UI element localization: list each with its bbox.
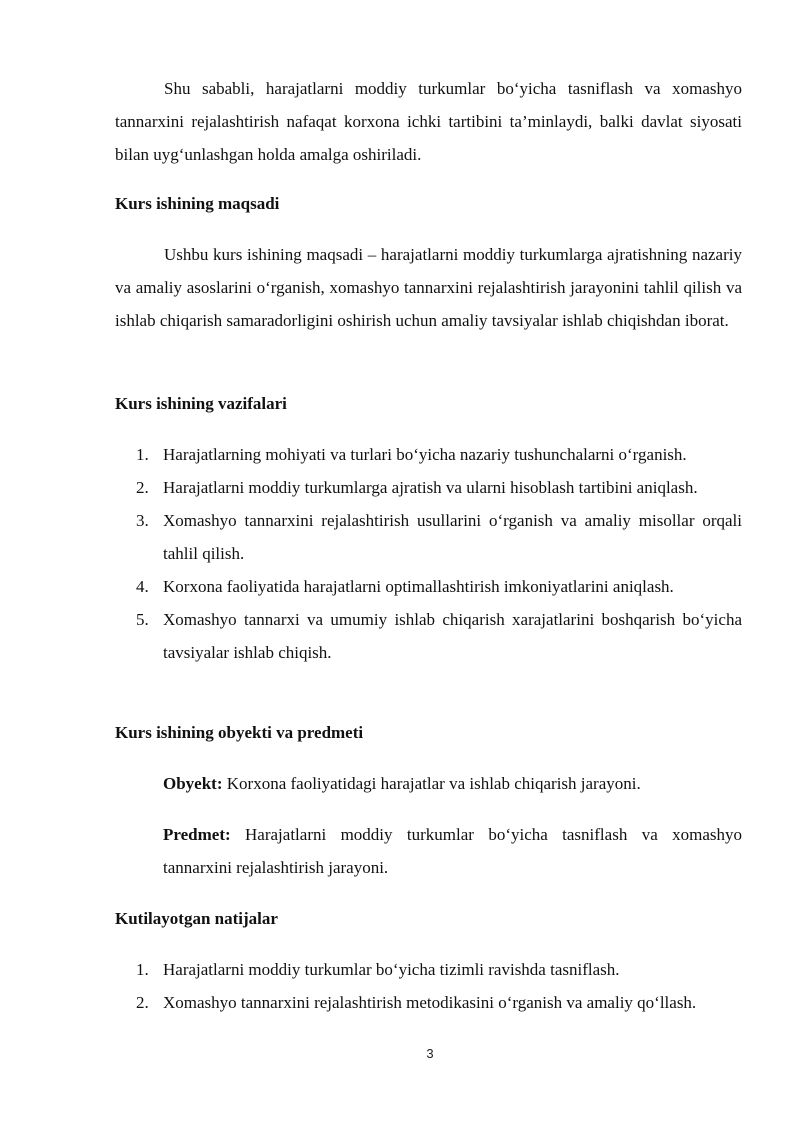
list-item-number: 4. bbox=[136, 577, 149, 596]
list-item-number: 5. bbox=[136, 610, 149, 629]
list-item-text: Xomashyo tannarxi va umumiy ishlab chiqarish xarajatlarini boshqarish bo‘yicha tavsiyalar ishlab chiqish. bbox=[163, 610, 742, 662]
heading-natijalar: Kutilayotgan natijalar bbox=[115, 909, 278, 928]
natijalar-list bbox=[115, 953, 742, 1019]
predmet-text: Harajatlarni moddiy turkumlar bo‘yicha tasniflash va xomashyo tannarxini rejalashtirish jarayoni. bbox=[163, 825, 742, 877]
page-number: 3 bbox=[426, 1046, 434, 1061]
list-item-text: Harajatlarning mohiyati va turlari bo‘yicha nazariy tushunchalarni o‘rganish. bbox=[163, 445, 687, 464]
heading-maqsad: Kurs ishining maqsadi bbox=[115, 194, 280, 213]
heading-vazifalar: Kurs ishining vazifalari bbox=[115, 394, 287, 413]
list-item-text: Xomashyo tannarxini rejalashtirish usullarini o‘rganish va amaliy misollar orqali tahlil qilish. bbox=[163, 511, 742, 563]
list-item bbox=[115, 986, 742, 1019]
obyekt-definition bbox=[163, 767, 742, 800]
list-item bbox=[115, 603, 742, 669]
list-item-number: 1. bbox=[136, 445, 149, 464]
list-item bbox=[115, 504, 742, 570]
list-item-number: 2. bbox=[136, 478, 149, 497]
list-item-number: 3. bbox=[136, 511, 149, 530]
list-item-text: Harajatlarni moddiy turkumlarga ajratish va ularni hisoblash tartibini aniqlash. bbox=[163, 478, 698, 497]
vazifalar-list bbox=[115, 438, 742, 669]
list-item bbox=[115, 471, 742, 504]
list-item bbox=[115, 570, 742, 603]
list-item-number: 1. bbox=[136, 960, 149, 979]
list-item-number: 2. bbox=[136, 993, 149, 1012]
predmet-definition bbox=[163, 818, 742, 884]
intro-paragraph: Shu sababli, harajatlarni moddiy turkumlar bo‘yicha tasniflash va xomashyo tannarxini rejalashtirish nafaqat korxona ichki tartibini ta’minlaydi, balki davlat siyosati bilan uyg‘unlashgan holda amalga oshiriladi. bbox=[115, 79, 742, 164]
obyekt-label: Obyekt: bbox=[163, 774, 223, 793]
maqsad-paragraph: Ushbu kurs ishining maqsadi – harajatlarni moddiy turkumlarga ajratishning nazariy va amaliy asoslarini o‘rganish, xomashyo tannarxini rejalashtirish jarayonini tahlil qilish va ishlab chiqarish samaradorligini oshirish uchun amaliy tavsiyalar ishlab chiqishdan iborat. bbox=[115, 245, 742, 330]
list-item-text: Harajatlarni moddiy turkumlar bo‘yicha tizimli ravishda tasniflash. bbox=[163, 960, 620, 979]
heading-obyekt-predmet: Kurs ishining obyekti va predmeti bbox=[115, 723, 364, 742]
obyekt-text: Korxona faoliyatidagi harajatlar va ishlab chiqarish jarayoni. bbox=[222, 774, 641, 793]
list-item bbox=[115, 438, 742, 471]
list-item bbox=[115, 953, 742, 986]
list-item-text: Xomashyo tannarxini rejalashtirish metodikasini o‘rganish va amaliy qo‘llash. bbox=[163, 993, 697, 1012]
list-item-text: Korxona faoliyatida harajatlarni optimallashtirish imkoniyatlarini aniqlash. bbox=[163, 577, 674, 596]
predmet-label: Predmet: bbox=[163, 825, 231, 844]
